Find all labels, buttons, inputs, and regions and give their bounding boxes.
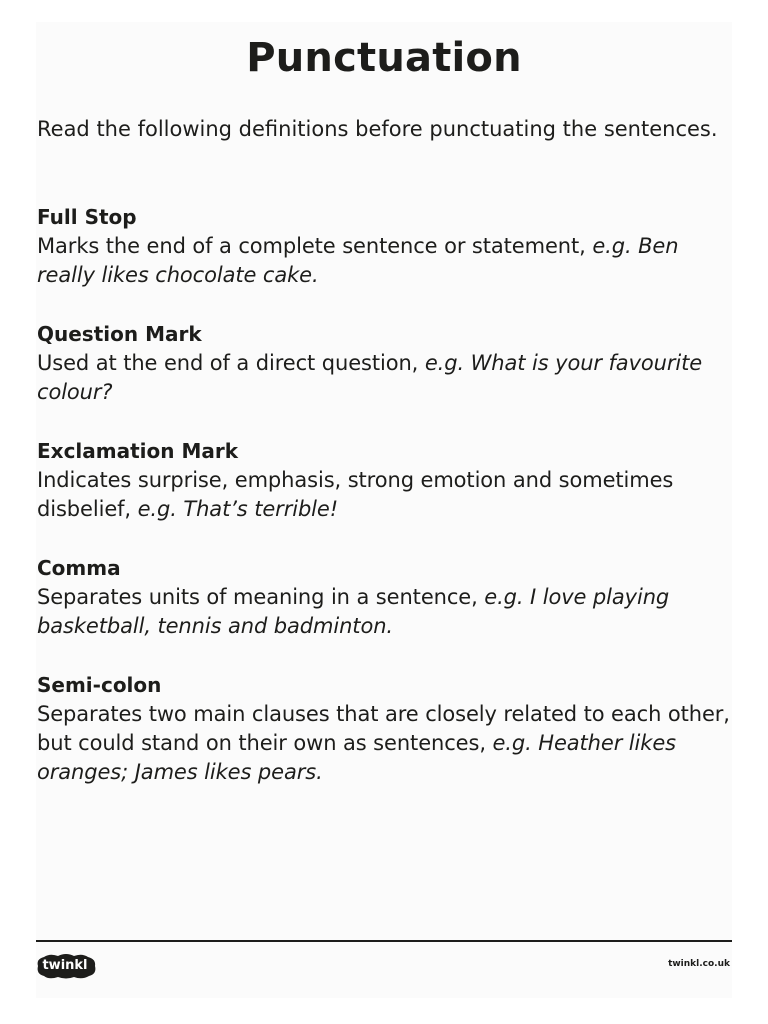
example-text: e.g. That’s terrible! <box>137 497 339 521</box>
footer-divider <box>36 940 732 942</box>
section-heading: Full Stop <box>37 205 137 229</box>
example-text: e.g. What is your favourite colour? <box>37 351 703 404</box>
section-heading: Comma <box>37 556 121 580</box>
page-title: Punctuation <box>246 35 522 81</box>
example-text: e.g. Heather likes oranges; James likes pears. <box>37 731 677 784</box>
intro-text: Read the following definitions before punctuating the sentences. <box>37 117 718 141</box>
example-text: e.g. I love playing basketball, tennis and badminton. <box>37 585 670 638</box>
section-heading: Semi-colon <box>37 673 162 697</box>
definition-text: Marks the end of a complete sentence or statement, <box>37 234 593 258</box>
section-heading: Question Mark <box>37 322 202 346</box>
section-semi-colon <box>37 671 732 787</box>
section-question-mark <box>37 320 732 407</box>
section-definition <box>37 466 732 524</box>
section-exclamation-mark <box>37 437 732 524</box>
section-definition <box>37 583 732 641</box>
definition-text: Indicates surprise, emphasis, strong emotion and sometimes disbelief, <box>37 468 674 521</box>
section-definition <box>37 232 732 290</box>
definition-text: Separates units of meaning in a sentence, <box>37 585 485 609</box>
section-comma <box>37 554 732 641</box>
logo-wordmark: twinkl <box>42 958 88 973</box>
example-text: e.g. Ben really likes chocolate cake. <box>37 234 679 287</box>
definition-text: Used at the end of a direct question, <box>37 351 425 375</box>
section-heading: Exclamation Mark <box>37 439 239 463</box>
section-definition <box>37 349 732 407</box>
definition-text: Separates two main clauses that are closely related to each other, but could stand on their own as sentences, <box>37 702 730 755</box>
website-url: twinkl.co.uk <box>668 959 730 969</box>
section-full-stop <box>37 203 732 290</box>
section-definition <box>37 700 732 787</box>
